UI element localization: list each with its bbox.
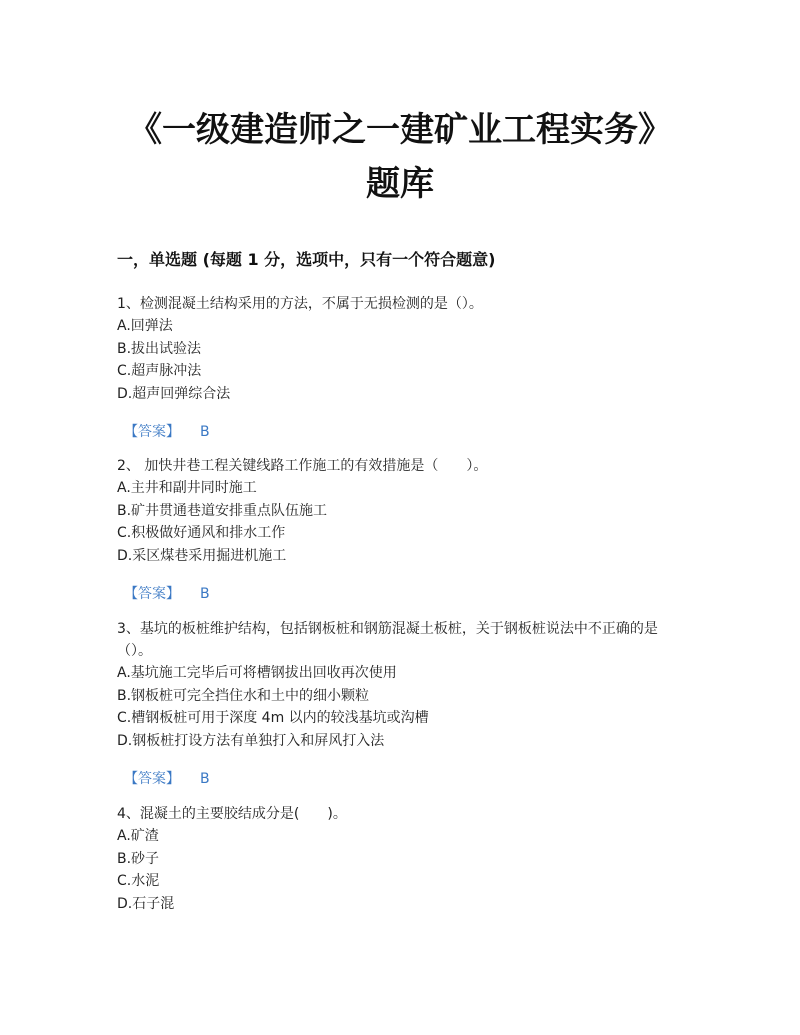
option-d: D.钢板桩打设方法有单独打入和屏风打入法 (117, 732, 385, 749)
option-b: B.钢板桩可完全挡住水和土中的细小颗粒 (117, 687, 370, 704)
answer-1 (124, 421, 210, 441)
question-1 (117, 293, 687, 405)
option-d: D.石子混 (117, 895, 175, 912)
option-b: B.拔出试验法 (117, 340, 202, 357)
option-c: C.槽钢板桩可用于深度 4m 以内的较浅基坑或沟槽 (117, 710, 429, 726)
question-2 (117, 455, 687, 567)
question-text: 3、基坑的板桩维护结构，包括钢板桩和钢筋混凝土板桩，关于钢板桩说法中不正确的是（）。 (117, 621, 658, 659)
option-c: C.积极做好通风和排水工作 (117, 525, 286, 541)
answer-label: 【答案】 (124, 424, 180, 440)
answer-2 (124, 583, 210, 603)
question-3 (117, 618, 687, 752)
answer-value: B (200, 586, 210, 602)
answer-label: 【答案】 (124, 586, 180, 602)
question-text: 1、检测混凝土结构采用的方法，不属于无损检测的是（）。 (117, 296, 483, 312)
section-heading: 一，单选题 (每题 1 分，选项中，只有一个符合题意) (117, 250, 496, 269)
question-4 (117, 803, 687, 915)
option-a: A.回弹法 (117, 318, 173, 334)
option-a: A.主井和副井同时施工 (117, 480, 257, 496)
answer-value: B (200, 424, 210, 440)
option-a: A.基坑施工完毕后可将槽钢拔出回收再次使用 (117, 665, 397, 681)
option-c: C.超声脉冲法 (117, 363, 202, 379)
answer-label: 【答案】 (124, 771, 180, 787)
option-c: C.水泥 (117, 873, 160, 889)
document-title: 《一级建造师之一建矿业工程实务》 (128, 110, 672, 150)
option-d: D.采区煤巷采用掘进机施工 (117, 547, 287, 564)
option-b: B.砂子 (117, 850, 160, 867)
question-text: 4、混凝土的主要胶结成分是( )。 (117, 806, 347, 822)
option-b: B.矿井贯通巷道安排重点队伍施工 (117, 502, 328, 519)
answer-value: B (200, 771, 210, 787)
document-subtitle: 题库 (366, 164, 434, 204)
option-a: A.矿渣 (117, 828, 159, 844)
question-text: 2、 加快井巷工程关键线路工作施工的有效措施是（ ）。 (117, 458, 488, 474)
answer-3 (124, 768, 210, 788)
option-d: D.超声回弹综合法 (117, 385, 231, 402)
